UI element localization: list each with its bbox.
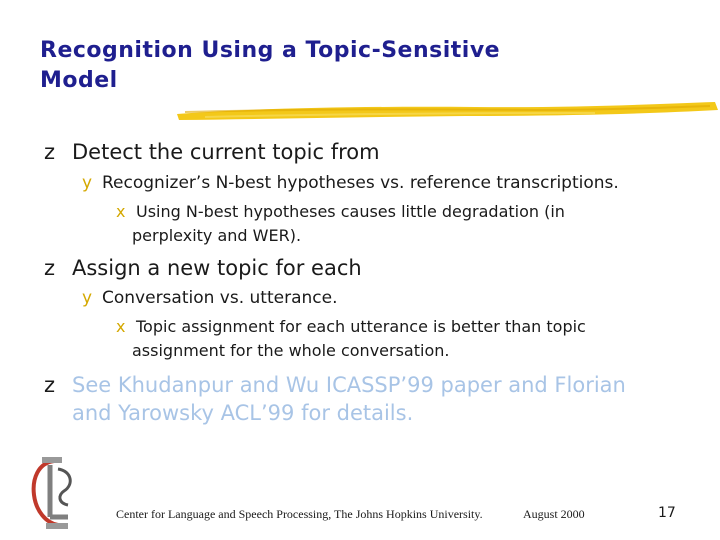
bullet-marker-icon: z (44, 256, 56, 280)
bullet-1-subsub-line1: Using N-best hypotheses causes little degradation (in (136, 202, 565, 221)
bullet-1-sub-text: Recognizer’s N-best hypotheses vs. reference transcriptions. (102, 173, 619, 193)
bullet-1-text: Detect the current topic from (72, 140, 380, 164)
page-number: 17 (658, 505, 676, 521)
bullet-2-text: Assign a new topic for each (72, 256, 362, 280)
bullet-2-subsub-line2: assignment for the whole conversation. (132, 341, 450, 360)
slide-title (40, 36, 680, 96)
bullet-marker-icon: z (44, 140, 56, 164)
bullet-2-subsub-line1: Topic assignment for each utterance is better than topic (136, 317, 586, 336)
clsp-logo (28, 455, 80, 531)
bullet-marker-icon: z (44, 373, 56, 397)
bullet-1-subsub-line2: perplexity and WER). (132, 226, 302, 245)
footer-institution: Center for Language and Speech Processing, The Johns Hopkins University. (116, 507, 483, 521)
bullet-2-sub-text: Conversation vs. utterance. (102, 288, 338, 308)
bullet-3-line2: and Yarowsky ACL’99 for details. (72, 401, 414, 425)
subsub-bullet-marker-icon: x (116, 317, 126, 336)
slide-title-line2: Model (40, 68, 118, 93)
slide-title-line1: Recognition Using a Topic-Sensitive (40, 38, 501, 63)
subsub-bullet-marker-icon: x (116, 202, 126, 221)
sub-bullet-marker-icon: y (82, 173, 93, 193)
sub-bullet-marker-icon: y (82, 288, 93, 308)
bullet-3-line1: See Khudanpur and Wu ICASSP’99 paper and Florian (72, 373, 626, 397)
footer-date: August 2000 (523, 507, 585, 521)
brush-stroke-divider (175, 98, 720, 126)
